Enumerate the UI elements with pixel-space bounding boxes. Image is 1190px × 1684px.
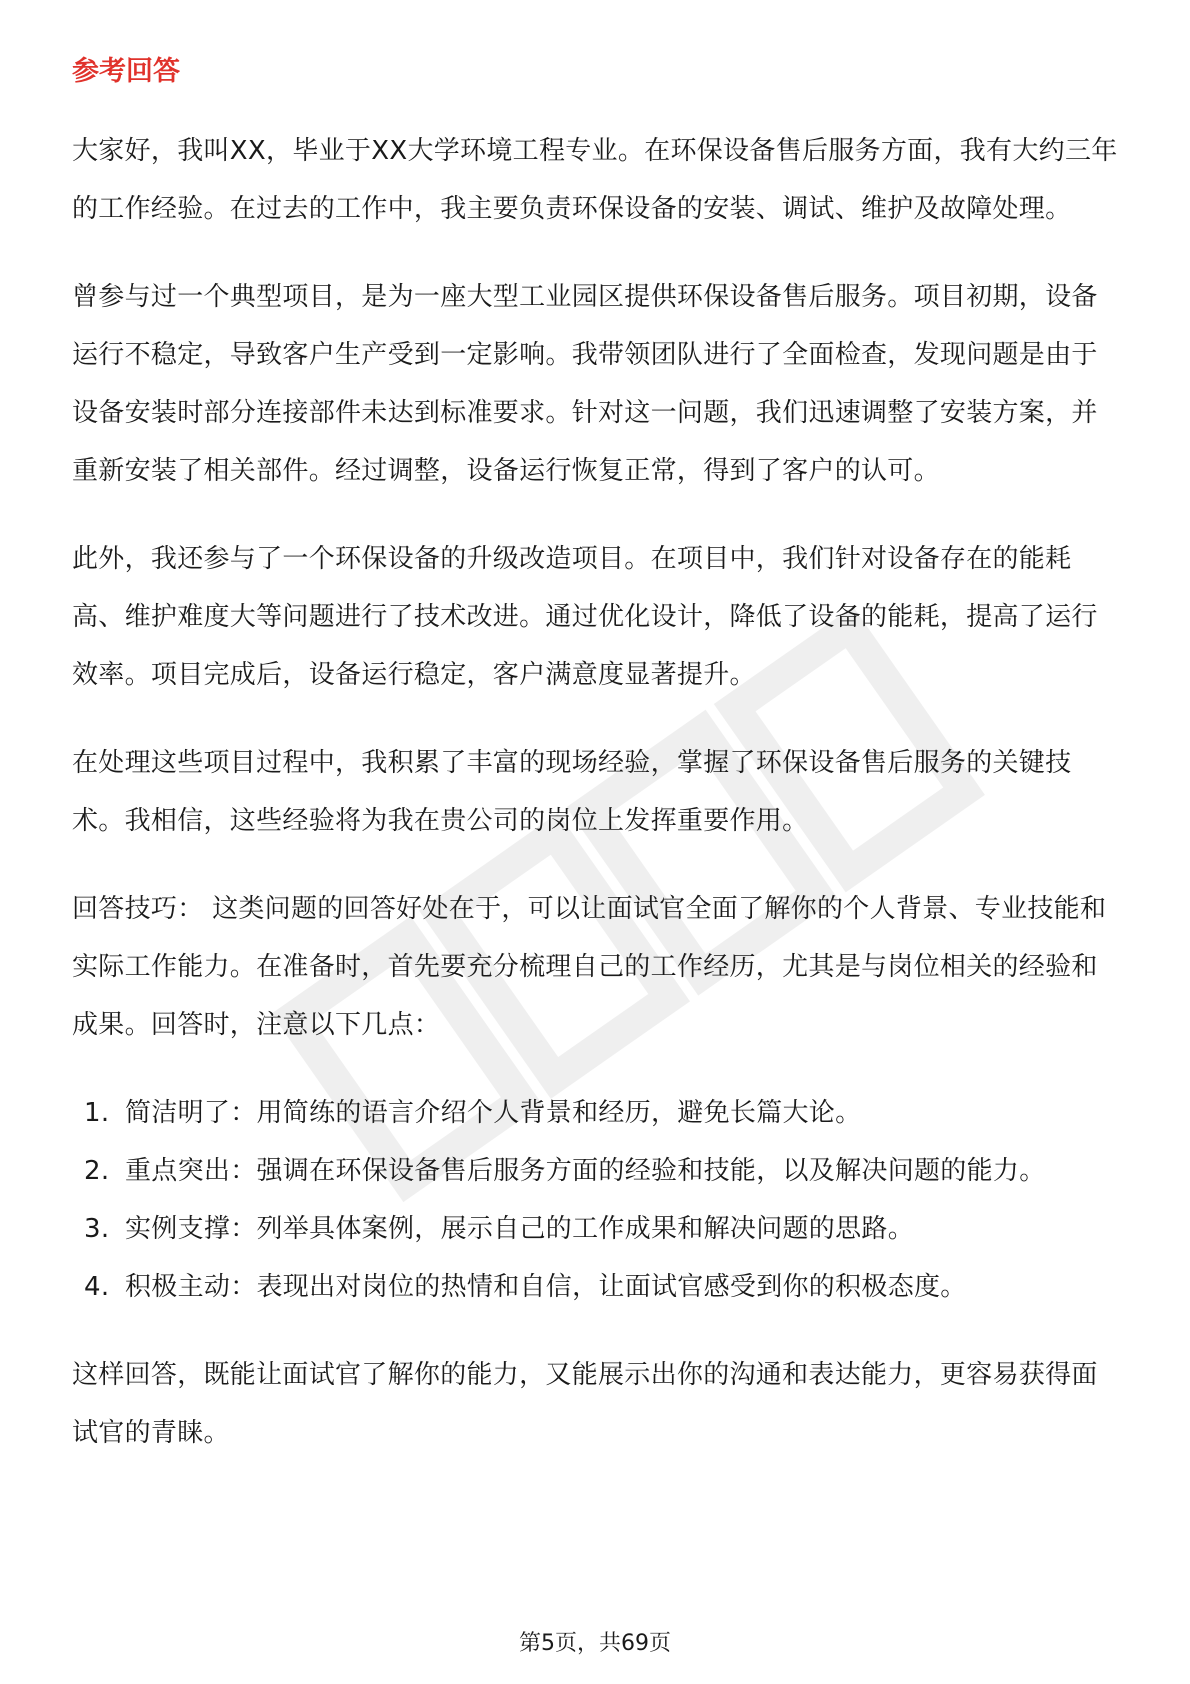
paragraph-intro: 大家好，我叫XX，毕业于XX大学环境工程专业。在环保设备售后服务方面，我有大约三年的工作经验。在过去的工作中，我主要负责环保设备的安装、调试、维护及故障处理。 [72,136,1118,224]
list-item-number: 1. [84,1098,110,1128]
list-item-number: 2. [84,1156,110,1186]
page-footer: 第5页，共69页 [519,1631,671,1656]
list-item-number: 4. [84,1272,110,1302]
list-item-number: 3. [84,1214,110,1244]
tips-list [72,1084,1122,1316]
list-item-text: 实例支撑：列举具体案例，展示自己的工作成果和解决问题的思路。 [125,1214,915,1244]
list-item-text: 简洁明了：用简练的语言介绍个人背景和经历，避免长篇大论。 [125,1098,862,1128]
list-item [72,1084,1122,1142]
list-item-text: 重点突出：强调在环保设备售后服务方面的经验和技能，以及解决问题的能力。 [125,1156,1046,1186]
list-item [72,1258,1122,1316]
list-item [72,1200,1122,1258]
paragraph-project-1: 曾参与过一个典型项目，是为一座大型工业园区提供环保设备售后服务。项目初期，设备运行不稳定，导致客户生产受到一定影响。我带领团队进行了全面检查，发现问题是由于设备安装时部分连接部件未达到标准要求。针对这一问题，我们迅速调整了安装方案，并重新安装了相关部件。经过调整，设备运行恢复正常，得到了客户的认可。 [72,282,1098,486]
main-content [72,48,1122,1492]
paragraph-answer-tips: 回答技巧： 这类问题的回答好处在于，可以让面试官全面了解你的个人背景、专业技能和实际工作能力。在准备时，首先要充分梳理自己的工作经历，尤其是与岗位相关的经验和成果。回答时，注意以下几点： [72,894,1107,1040]
list-item [72,1142,1122,1200]
paragraph-project-2: 此外，我还参与了一个环保设备的升级改造项目。在项目中，我们针对设备存在的能耗高、维护难度大等问题进行了技术改进。通过优化设计，降低了设备的能耗，提高了运行效率。项目完成后，设备运行稳定，客户满意度显著提升。 [72,544,1098,690]
list-item-text: 积极主动：表现出对岗位的热情和自信，让面试官感受到你的积极态度。 [125,1272,967,1302]
paragraph-closing: 这样回答，既能让面试官了解你的能力，又能展示出你的沟通和表达能力，更容易获得面试官的青睐。 [72,1360,1098,1448]
paragraph-summary: 在处理这些项目过程中，我积累了丰富的现场经验，掌握了环保设备售后服务的关键技术。我相信，这些经验将为我在贵公司的岗位上发挥重要作用。 [72,748,1072,836]
section-title: 参考回答 [72,56,180,87]
